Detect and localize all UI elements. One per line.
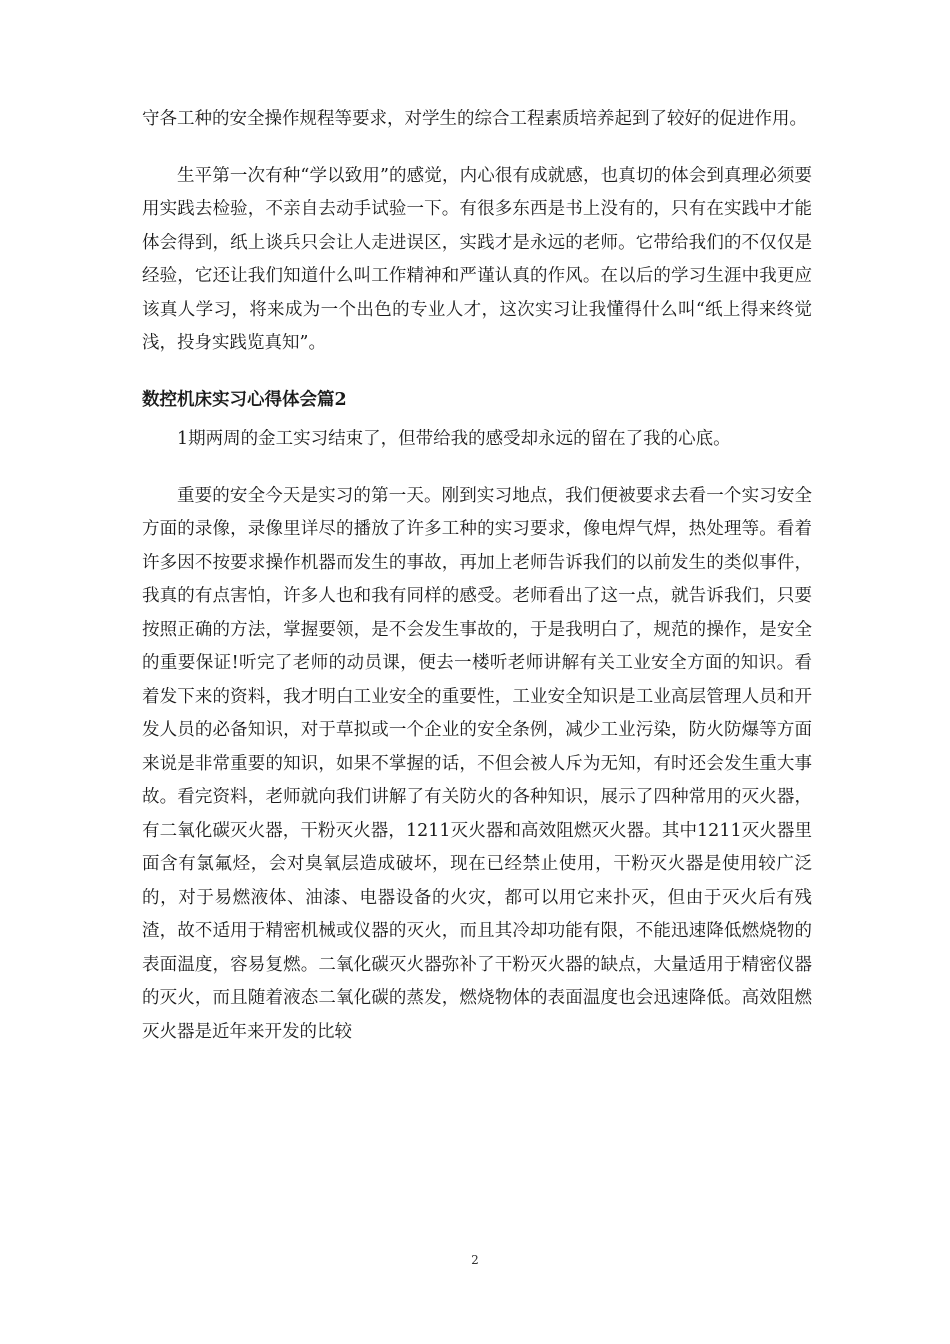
section-heading: 数控机床实习心得体会篇2 [142,389,347,410]
paragraph-practice-reflection: 生平第一次有种“学以致用”的感觉，内心很有成就感，也真切的体会到真理必须要用实践去检验，不亲自去动手试验一下。有很多东西是书上没有的，只有在实践中才能体会得到，纸上谈兵只会让人走进误区，实践才是永远的老师。它带给我们的不仅仅是经验，它还让我们知道什么叫工作精神和严谨认真的作风。在以后的学习生涯中我更应该真人学习，将来成为一个出色的专业人才，这次实习让我懂得什么叫“纸上得来终觉浅，投身实践览真知”。 [142,165,812,353]
document-body [142,103,812,1049]
page-number: 2 [471,1253,479,1267]
paragraph-intro: 1期两周的金工实习结束了，但带给我的感受却永远的留在了我的心底。 [177,429,731,449]
paragraph-continuation: 守各工种的安全操作规程等要求，对学生的综合工程素质培养起到了较好的促进作用。 [142,109,807,129]
paragraph-spacer [142,137,812,160]
paragraph-safety: 重要的安全今天是实习的第一天。刚到实习地点，我们便被要求去看一个实习安全方面的录像，录像里详尽的播放了许多工种的实习要求，像电焊气焊，热处理等。看着许多因不按要求操作机器而发生的事故，再加上老师告诉我们的以前发生的类似事件，我真的有点害怕，许多人也和我有同样的感受。老师看出了这一点，就告诉我们，只要按照正确的方法，掌握要领，是不会发生事故的，于是我明白了，规范的操作，是安全的重要保证!听完了老师的动员课，便去一楼听老师讲解有关工业安全方面的知识。看着发下来的资料，我才明白工业安全的重要性，工业安全知识是工业高层管理人员和开发人员的必备知识，对于草拟或一个企业的安全条例，减少工业污染，防火防爆等方面来说是非常重要的知识，如果不掌握的话，不但会被人斥为无知，有时还会发生重大事故。看完资料，老师就向我们讲解了有关防火的各种知识，展示了四种常用的灭火器，有二氧化碳灭火器，干粉灭火器，1211灭火器和高效阻燃灭火器。其中1211灭火器里面含有氯氟烃，会对臭氧层造成破坏，现在已经禁止使用，干粉灭火器是使用较广泛的，对于易燃液体、油漆、电器设备的火灾，都可以用它来扑灭，但由于灭火后有残渣，故不适用于精密机械或仪器的灭火，而且其冷却功能有限，不能迅速降低燃烧物的表面温度，容易复燃。二氧化碳灭火器弥补了干粉灭火器的缺点，大量适用于精密仪器的灭火，而且随着液态二氧化碳的蒸发，燃烧物体的表面温度也会迅速降低。高效阻燃灭火器是近年来开发的比较 [142,485,812,1042]
paragraph-spacer [142,361,812,384]
paragraph-spacer [142,457,812,480]
